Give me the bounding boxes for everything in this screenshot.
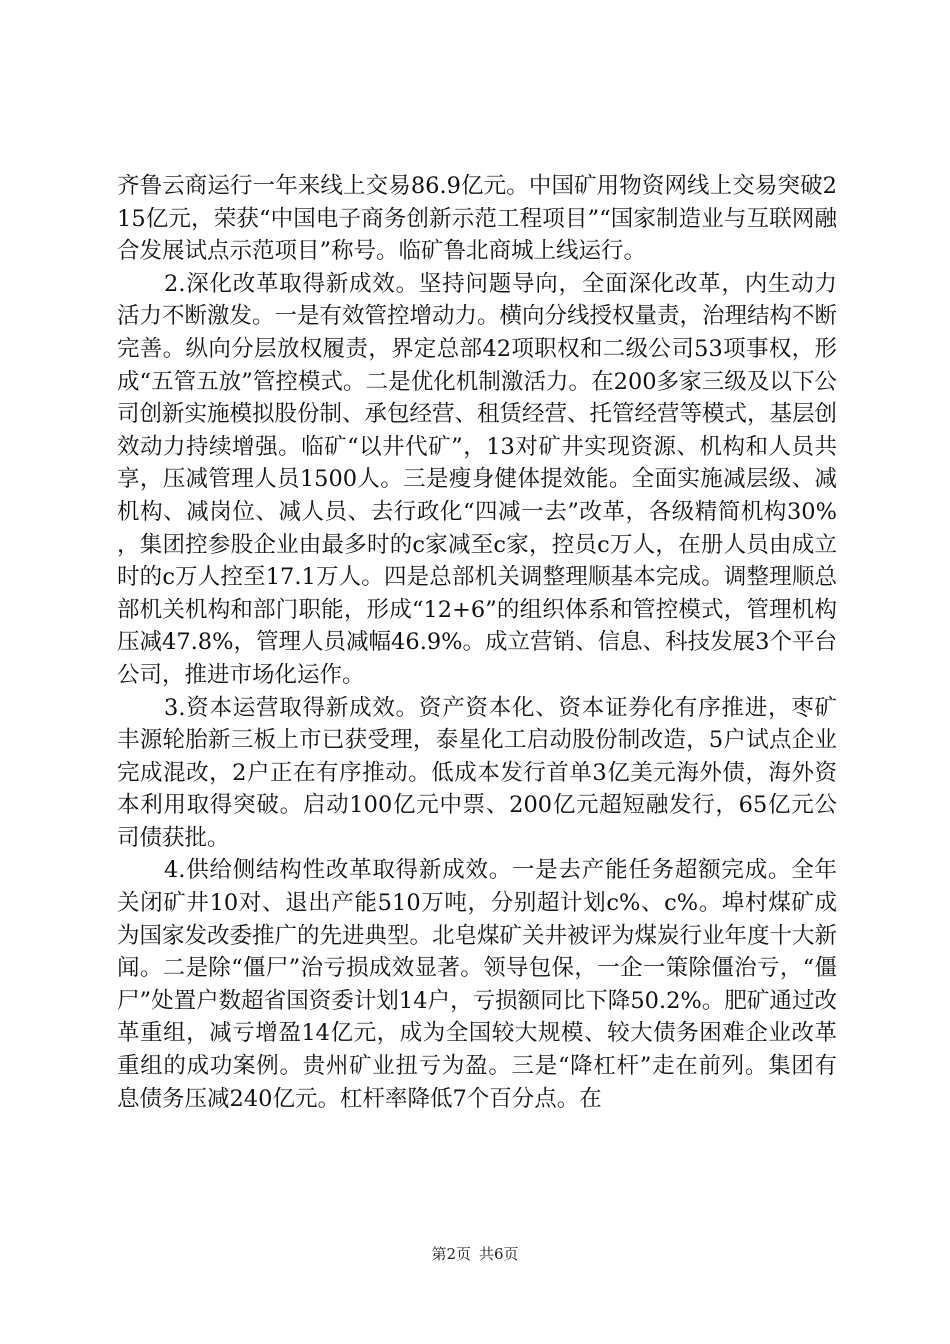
paragraph-capital: 3.资本运营取得新成效。资产资本化、资本证券化有序推进，枣矿丰源轮胎新三板上市已获受理，泰星化工启动股份制改造，5户试点企业完成混改，2户正在有序推动。低成本发行首单3亿美元海外债，海外资本利用取得突破。启动100亿元中票、200亿元超短融发行，65亿元公司债获批。: [117, 694, 837, 851]
paragraph-intro: 齐鲁云商运行一年来线上交易86.9亿元。中国矿用物资网线上交易突破215亿元，荣获“中国电子商务创新示范工程项目”“国家制造业与互联网融合发展试点示范项目”称号。临矿鲁北商城上线运行。: [117, 173, 837, 265]
paragraph-reform: 2.深化改革取得新成效。坚持问题导向，全面深化改革，内生动力活力不断激发。一是有效管控增动力。横向分线授权量责，治理结构不断完善。纵向分层放权履责，界定总部42项职权和二级公司53项事权，形成“五管五放”管控模式。二是优化机制激活力。在200多家三级及以下公司创新实施模拟股份制、承包经营、租赁经营、托管经营等模式，基层创效动力持续增强。临矿“以井代矿”，13对矿井实现资源、机构和人员共享，压减管理人员1500人。三是瘦身健体提效能。全面实施减层级、减机构、减岗位、减人员、去行政化“四减一去”改革，各级精简机构30%，集团控参股企业由最多时的c家减至c家，控员c万人，在册人员由成立时的c万人控至17.1万人。四是总部机关调整理顺基本完成。调整理顺总部机关机构和部门职能，形成“12+6”的组织体系和管控模式，管理机构压减47.8%，管理人员减幅46.9%。成立营销、信息、科技发展3个平台公司，推进市场化运作。: [117, 270, 838, 688]
page-footer: [0, 1244, 950, 1264]
paragraph-supply-side: 4.供给侧结构性改革取得新成效。一是去产能任务超额完成。全年关闭矿井10对、退出产能510万吨，分别超计划c%、c%。埠村煤矿成为国家发改委推广的先进典型。北皂煤矿关井被评为煤炭行业年度十大新闻。二是除“僵尸”治亏损成效显著。领导包保，一企一策除僵治亏，“僵尸”处置户数超省国资委计划14户，亏损额同比下降50.2%。肥矿通过改革重组，减亏增盈14亿元，成为全国较大规模、较大债务困难企业改革重组的成功案例。贵州矿业扭亏为盈。三是“降杠杆”走在前列。集团有息债务压减240亿元。杠杆率降低7个百分点。在: [117, 857, 838, 1112]
page-number: 第2页: [431, 1245, 471, 1263]
document-body: [117, 170, 837, 1115]
page-total: 共6页: [479, 1245, 519, 1263]
